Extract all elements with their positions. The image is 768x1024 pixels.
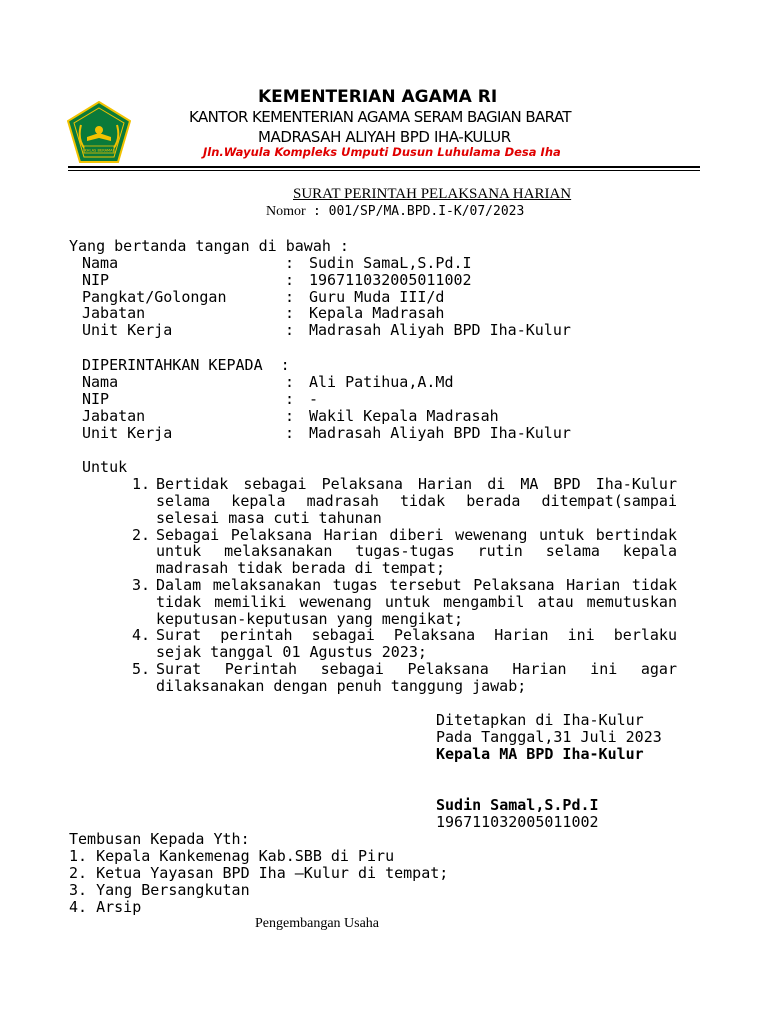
item-line: tidak memiliki wewenang untuk mengambil atau memutuskan: [156, 593, 677, 611]
signer-position-value: Kepala Madrasah: [309, 304, 445, 322]
header-address: Jln.Wayula Kompleks Umputi Dusun Luhulama Desa Iha: [203, 145, 561, 159]
colon: :: [285, 254, 295, 272]
cc-item: 2. Ketua Yayasan BPD Iha –Kulur di tempat;: [69, 864, 449, 882]
recipient-position-value: Wakil Kepala Madrasah: [309, 407, 499, 425]
recipient-unit-label: Unit Kerja: [82, 424, 173, 442]
header-ministry: KEMENTERIAN AGAMA RI: [258, 87, 498, 107]
signer-nip-label: NIP: [82, 271, 110, 289]
colon: :: [285, 288, 295, 306]
recipient-name-label: Nama: [82, 373, 119, 391]
item-line: Dalam melaksanakan tugas tersebut Pelaksana Harian tidak: [156, 576, 677, 594]
signer-unit-label: Unit Kerja: [82, 321, 173, 339]
signature-nip: 196711032005011002: [436, 813, 599, 831]
item-line: untuk melaksanakan tugas-tugas rutin selama kepala: [156, 542, 677, 560]
signature-name: Sudin Samal,S.Pd.I: [436, 796, 599, 814]
recipient-name-value: Ali Patihua,A.Md: [309, 373, 454, 391]
item-line: Surat Perintah sebagai Pelaksana Harian ini agar: [156, 660, 677, 678]
signature-place: Ditetapkan di Iha-Kulur: [436, 711, 644, 729]
item-line: Surat perintah sebagai Pelaksana Harian ini berlaku: [156, 626, 677, 644]
signer-nip-value: 196711032005011002: [309, 271, 472, 289]
cc-item: 3. Yang Bersangkutan: [69, 881, 250, 899]
intro-text: Yang bertanda tangan di bawah :: [69, 237, 349, 255]
colon: :: [285, 373, 295, 391]
letter-number: : 001/SP/MA.BPD.I-K/07/2023: [313, 204, 525, 219]
signer-position-label: Jabatan: [82, 304, 146, 322]
item-line: selama kepala madrasah tidak berada ditempat(sampai: [156, 492, 677, 510]
colon: :: [285, 407, 295, 425]
letter-title: SURAT PERINTAH PELAKSANA HARIAN: [293, 186, 572, 202]
item-number: 5.: [132, 660, 151, 678]
recipient-unit-value: Madrasah Aliyah BPD Iha-Kulur: [309, 424, 571, 442]
signer-unit-value: Madrasah Aliyah BPD Iha-Kulur: [309, 321, 571, 339]
item-number: 1.: [132, 475, 151, 493]
colon: :: [285, 271, 295, 289]
recipient-nip-label: NIP: [82, 390, 110, 408]
colon: :: [285, 304, 295, 322]
cc-item: 4. Arsip: [69, 898, 142, 916]
signer-name-label: Nama: [82, 254, 119, 272]
logo-motto: IKHLAS BERAMAL: [83, 148, 115, 153]
header-rule-thin: [68, 170, 700, 171]
recipient-nip-value: -: [309, 390, 319, 408]
header-office: KANTOR KEMENTERIAN AGAMA SERAM BAGIAN BARAT: [189, 108, 571, 126]
item-number: 2.: [132, 526, 151, 544]
item-line: dilaksanakan dengan penuh tanggung jawab;: [156, 677, 527, 695]
item-line: madrasah tidak berada di tempat;: [156, 559, 445, 577]
item-number: 4.: [132, 626, 151, 644]
item-line: Bertidak sebagai Pelaksana Harian di MA BPD Iha-Kulur: [156, 475, 677, 493]
header-rule: [68, 166, 700, 168]
cc-item: 1. Kepala Kankemenag Kab.SBB di Piru: [69, 847, 395, 865]
colon: :: [285, 424, 295, 442]
recipient-position-label: Jabatan: [82, 407, 146, 425]
ordered-heading: DIPERINTAHKAN KEPADA :: [82, 356, 290, 374]
header-school: MADRASAH ALIYAH BPD IHA-KULUR: [258, 128, 511, 146]
letter-number-label: Nomor: [266, 204, 306, 219]
item-line: selesai masa cuti tahunan: [156, 509, 382, 527]
signature-date: Pada Tanggal,31 Juli 2023: [436, 728, 662, 746]
item-number: 3.: [132, 576, 151, 594]
item-line: keputusan-keputusan yang mengikat;: [156, 610, 464, 628]
item-line: sejak tanggal 01 Agustus 2023;: [156, 643, 427, 661]
signer-rank-label: Pangkat/Golongan: [82, 288, 227, 306]
signer-name-value: Sudin SamaL,S.Pd.I: [309, 254, 472, 272]
colon: :: [285, 390, 295, 408]
purpose-label: Untuk: [82, 458, 128, 476]
signature-position: Kepala MA BPD Iha-Kulur: [436, 745, 644, 763]
footer-note: Pengembangan Usaha: [255, 916, 380, 931]
kemenag-logo: [67, 101, 131, 163]
colon: :: [285, 321, 295, 339]
item-line: Sebagai Pelaksana Harian diberi wewenang untuk bertindak: [156, 526, 677, 544]
signer-rank-value: Guru Muda III/d: [309, 288, 445, 306]
cc-heading: Tembusan Kepada Yth:: [69, 830, 250, 848]
